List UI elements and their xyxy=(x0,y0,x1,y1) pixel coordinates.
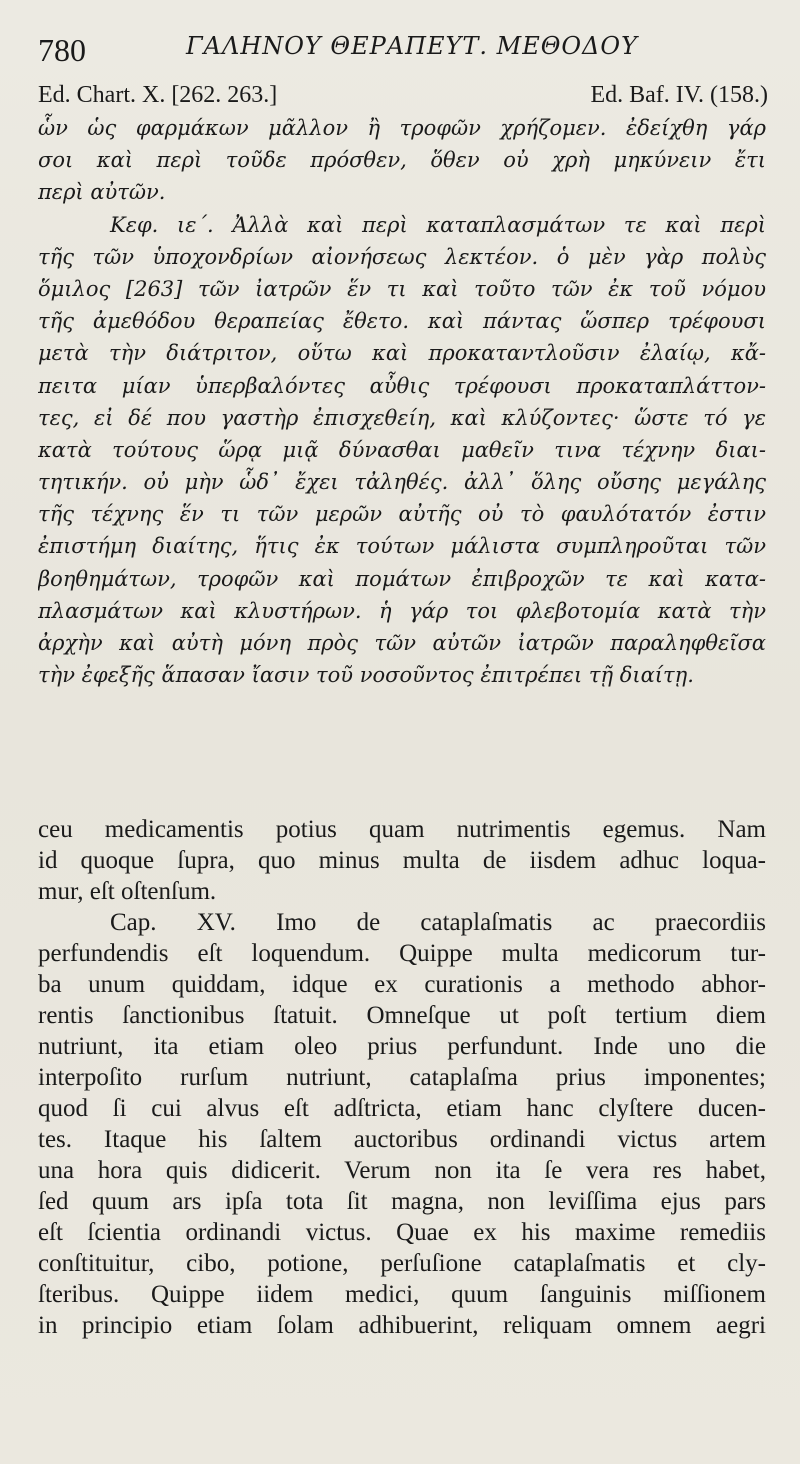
greek-line: τητικήν. οὐ μὴν ὧδ᾽ ἔχει τἀληθές. ἀλλ᾽ ὅλης οὔσης μεγάλης xyxy=(38,470,766,495)
latin-line: ba unum quiddam, idque ex curationis a methodo abhor- xyxy=(38,971,766,998)
greek-line: ὅμιλος [263] τῶν ἰατρῶν ἕν τι καὶ τοῦτο τῶν ἐκ τοῦ νόμου xyxy=(38,276,766,301)
latin-line: ſed quum ars ipſa tota ſit magna, non leviſſima ejus pars xyxy=(38,1188,766,1215)
greek-line: ὧν ὡς φαρμάκων μᾶλλον ἢ τροφῶν χρήζομεν. ἐδείχθη γάρ xyxy=(38,116,766,140)
latin-line: in principio etiam ſolam adhibuerint, reliquam omnem aegri xyxy=(38,1312,766,1339)
greek-line: περὶ αὐτῶν. xyxy=(38,180,166,205)
greek-line: σοι καὶ περὶ τοῦδε πρόσθεν, ὅθεν οὐ χρὴ μηκύνειν ἔτι xyxy=(38,148,766,173)
edition-reference-chartier: Ed. Chart. X. [262. 263.] xyxy=(38,82,278,108)
running-title: ΓΑΛΗΝΟΥ ΘΕΡΑΠΕΥΤ. ΜΕΘΟΔΟΥ xyxy=(186,32,638,60)
latin-line: perfundendis eſt loquendum. Quippe multa medicorum tur- xyxy=(38,940,766,967)
greek-line: πειτα μίαν ὑπερβαλόντες αὖθις τρέφουσι προκαταπλάττον- xyxy=(38,373,766,398)
latin-line: una hora quis didicerit. Verum non ita ſe vera res habet, xyxy=(38,1157,766,1184)
latin-text-block xyxy=(38,814,766,1341)
page-number: 780 xyxy=(38,32,86,68)
greek-line: τὴν ἐφεξῆς ἅπασαν ἴασιν τοῦ νοσοῦντος ἐπιτρέπει τῇ διαίτῃ. xyxy=(38,663,694,688)
page-header xyxy=(38,28,778,68)
latin-line: rentis ſanctionibus ſtatuit. Omneſque ut poſt tertium diem xyxy=(38,1002,766,1029)
latin-line: conſtituitur, cibo, potione, perſuſione cataplaſmatis et cly- xyxy=(38,1250,766,1277)
latin-line: interpoſito rurſum nutriunt, cataplaſma prius imponentes; xyxy=(38,1064,766,1091)
latin-line: id quoque ſupra, quo minus multa de iisdem adhuc loqua- xyxy=(38,847,766,874)
greek-line: πλασμάτων καὶ κλυστήρων. ἡ γάρ τοι φλεβοτομία κατὰ τὴν xyxy=(38,598,766,623)
latin-line: mur, eſt oſtenſum. xyxy=(38,878,217,905)
latin-chapter-heading-line: Cap. XV. Imo de cataplaſmatis ac praecordiis xyxy=(110,909,766,936)
latin-line: ſteribus. Quippe iidem medici, quum ſanguinis miſſionem xyxy=(38,1281,766,1308)
greek-line: τῆς ἀμεθόδου θεραπείας ἔθετο. καὶ πάντας ὥσπερ τρέφουσι xyxy=(38,309,766,334)
edition-reference-basel: Ed. Baf. IV. (158.) xyxy=(590,82,768,108)
greek-line: μετὰ τὴν διάτριτον, οὕτω καὶ προκαταντλοῦσιν ἐλαίῳ, κἄ- xyxy=(38,341,766,366)
greek-line: τες, εἰ δέ που γαστὴρ ἐπισχεθείη, καὶ κλύζοντες· ὥστε τό γε xyxy=(38,405,766,430)
latin-line: quod ſi cui alvus eſt adſtricta, etiam hanc clyſtere ducen- xyxy=(38,1095,766,1122)
greek-text-block xyxy=(38,112,766,691)
greek-line: ἐπιστήμη διαίτης, ἥτις ἐκ τούτων μάλιστα συμπληροῦται τῶν xyxy=(38,534,766,559)
latin-line: ceu medicamentis potius quam nutrimentis egemus. Nam xyxy=(38,816,766,843)
greek-line: τῆς τῶν ὑποχονδρίων αἰονήσεως λεκτέον. ὁ μὲν γὰρ πολὺς xyxy=(38,244,766,269)
greek-line: ἀρχὴν καὶ αὐτὴ μόνη πρὸς τῶν αὐτῶν ἰατρῶν παραληφθεῖσα xyxy=(38,631,766,655)
greek-line: βοηθημάτων, τροφῶν καὶ πομάτων ἐπιβροχῶν τε καὶ κατα- xyxy=(38,566,766,591)
greek-line: κατὰ τούτους ὥρᾳ μιᾷ δύνασθαι μαθεῖν τινα τέχνην διαι- xyxy=(38,437,766,462)
latin-line: eſt ſcientia ordinandi victus. Quae ex his maxime remediis xyxy=(38,1219,766,1246)
edition-reference-line xyxy=(38,82,768,112)
latin-line: tes. Itaque his ſaltem auctoribus ordinandi victus artem xyxy=(38,1126,766,1153)
greek-chapter-heading-line: Κεφ. ιε΄. Ἀλλὰ καὶ περὶ καταπλασμάτων τε καὶ περὶ xyxy=(110,212,766,237)
greek-line: τῆς τέχνης ἕν τι τῶν μερῶν αὐτῆς οὐ τὸ φαυλότατόν ἐστιν xyxy=(38,502,766,527)
latin-line: nutriunt, ita etiam oleo prius perfundunt. Inde uno die xyxy=(38,1033,766,1060)
